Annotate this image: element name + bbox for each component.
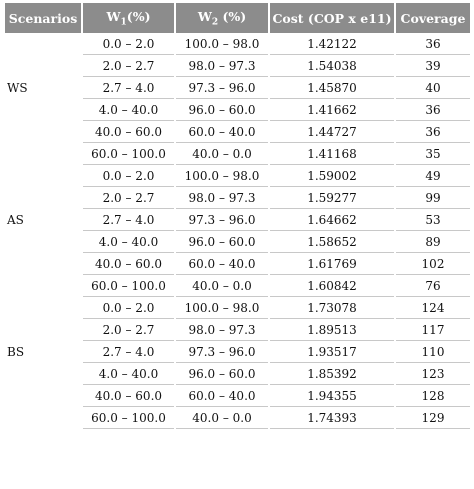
cell-cost: 1.45870 (270, 77, 394, 99)
cell-coverage: 35 (396, 143, 470, 165)
cell-w1: 0.0 – 2.0 (83, 33, 174, 55)
cell-scenario (5, 143, 81, 165)
cell-coverage: 99 (396, 187, 470, 209)
cell-scenario: AS (7, 213, 24, 227)
cell-w2: 98.0 – 97.3 (176, 187, 268, 209)
cell-w2: 98.0 – 97.3 (176, 55, 268, 77)
table-row (5, 209, 470, 231)
table-body (5, 33, 470, 429)
cell-cost: 1.94355 (270, 385, 394, 407)
cell-w1: 40.0 – 60.0 (83, 253, 174, 275)
header-w2-main: W (197, 8, 212, 24)
cell-coverage: 53 (396, 209, 470, 231)
header-w1-unit: (%) (126, 8, 151, 24)
cell-w1: 2.0 – 2.7 (83, 187, 174, 209)
header-row (5, 3, 470, 33)
cell-cost: 1.64662 (270, 209, 394, 231)
cell-w2: 40.0 – 0.0 (176, 407, 268, 429)
cell-cost: 1.42122 (270, 33, 394, 55)
table-row (5, 165, 470, 187)
cell-w1: 0.0 – 2.0 (83, 165, 174, 187)
cell-scenario (5, 363, 81, 385)
cell-cost: 1.89513 (270, 319, 394, 341)
header-w1-sub: 1 (120, 17, 127, 28)
cell-cost: 1.58652 (270, 231, 394, 253)
cell-coverage: 76 (396, 275, 470, 297)
cell-cost: 1.93517 (270, 341, 394, 363)
cell-coverage: 110 (396, 341, 470, 363)
cell-w1: 40.0 – 60.0 (83, 385, 174, 407)
header-w1 (83, 3, 174, 33)
table-row (5, 253, 470, 275)
cell-w2: 40.0 – 0.0 (176, 275, 268, 297)
cell-coverage: 36 (396, 99, 470, 121)
cell-cost: 1.44727 (270, 121, 394, 143)
cell-w1: 60.0 – 100.0 (83, 407, 174, 429)
table-row (5, 99, 470, 121)
cell-w2: 40.0 – 0.0 (176, 143, 268, 165)
cell-w2: 96.0 – 60.0 (176, 99, 268, 121)
header-w1-main: W (106, 8, 121, 24)
cell-w2: 98.0 – 97.3 (176, 319, 268, 341)
cell-coverage: 128 (396, 385, 470, 407)
cell-scenario (5, 253, 81, 275)
header-w2 (176, 3, 268, 33)
header-w2-sub: 2 (211, 17, 219, 28)
header-w2-unit: (%) (218, 8, 247, 24)
cell-w2: 96.0 – 60.0 (176, 231, 268, 253)
cell-w1: 2.0 – 2.7 (83, 319, 174, 341)
cell-scenario (5, 33, 81, 55)
cell-cost: 1.74393 (270, 407, 394, 429)
table-row (5, 407, 470, 429)
results-table (3, 3, 472, 429)
cell-coverage: 129 (396, 407, 470, 429)
cell-w2: 97.3 – 96.0 (176, 341, 268, 363)
cell-coverage: 117 (396, 319, 470, 341)
cell-cost: 1.41168 (270, 143, 394, 165)
cell-w2: 100.0 – 98.0 (176, 297, 268, 319)
cell-w2: 60.0 – 40.0 (176, 121, 268, 143)
cell-coverage: 49 (396, 165, 470, 187)
cell-w1: 4.0 – 40.0 (83, 231, 174, 253)
cell-w1: 60.0 – 100.0 (83, 143, 174, 165)
cell-coverage: 89 (396, 231, 470, 253)
cell-scenario (5, 297, 81, 319)
cell-scenario (5, 121, 81, 143)
cell-scenario (5, 231, 81, 253)
cell-coverage: 36 (396, 33, 470, 55)
table-row (5, 33, 470, 55)
cell-cost: 1.73078 (270, 297, 394, 319)
cell-w2: 100.0 – 98.0 (176, 165, 268, 187)
table-row (5, 385, 470, 407)
cell-cost: 1.61769 (270, 253, 394, 275)
table-row (5, 187, 470, 209)
cell-w1: 40.0 – 60.0 (83, 121, 174, 143)
table-row (5, 363, 470, 385)
table-row (5, 231, 470, 253)
table-row (5, 143, 470, 165)
cell-scenario: BS (7, 345, 25, 359)
table-row (5, 55, 470, 77)
cell-coverage: 36 (396, 121, 470, 143)
header-cost: Cost (COP x e11) (270, 3, 394, 33)
cell-scenario (5, 275, 81, 297)
cell-scenario (5, 407, 81, 429)
cell-cost: 1.85392 (270, 363, 394, 385)
table-header (5, 3, 470, 33)
cell-coverage: 124 (396, 297, 470, 319)
cell-w1: 2.7 – 4.0 (83, 341, 174, 363)
cell-cost: 1.54038 (270, 55, 394, 77)
cell-cost: 1.60842 (270, 275, 394, 297)
cell-w1: 2.7 – 4.0 (83, 77, 174, 99)
cell-scenario: WS (7, 81, 28, 95)
cell-scenario (5, 55, 81, 77)
cell-w1: 2.7 – 4.0 (83, 209, 174, 231)
cell-w2: 97.3 – 96.0 (176, 77, 268, 99)
table-row (5, 341, 470, 363)
cell-w1: 0.0 – 2.0 (83, 297, 174, 319)
cell-coverage: 123 (396, 363, 470, 385)
cell-w2: 60.0 – 40.0 (176, 253, 268, 275)
cell-w1: 4.0 – 40.0 (83, 99, 174, 121)
table-row (5, 275, 470, 297)
cell-cost: 1.41662 (270, 99, 394, 121)
table-row (5, 77, 470, 99)
cell-w2: 97.3 – 96.0 (176, 209, 268, 231)
cell-w1: 60.0 – 100.0 (83, 275, 174, 297)
table-row (5, 297, 470, 319)
header-scenarios: Scenarios (5, 3, 81, 33)
cell-scenario (5, 99, 81, 121)
cell-w2: 96.0 – 60.0 (176, 363, 268, 385)
table-row (5, 319, 470, 341)
cell-coverage: 39 (396, 55, 470, 77)
cell-cost: 1.59277 (270, 187, 394, 209)
cell-cost: 1.59002 (270, 165, 394, 187)
cell-w1: 4.0 – 40.0 (83, 363, 174, 385)
header-coverage: Coverage (396, 3, 470, 33)
cell-scenario (5, 187, 81, 209)
cell-coverage: 102 (396, 253, 470, 275)
cell-scenario (5, 319, 81, 341)
cell-scenario (5, 385, 81, 407)
cell-w2: 100.0 – 98.0 (176, 33, 268, 55)
cell-w2: 60.0 – 40.0 (176, 385, 268, 407)
table-row (5, 121, 470, 143)
cell-w1: 2.0 – 2.7 (83, 55, 174, 77)
cell-scenario (5, 165, 81, 187)
cell-coverage: 40 (396, 77, 470, 99)
